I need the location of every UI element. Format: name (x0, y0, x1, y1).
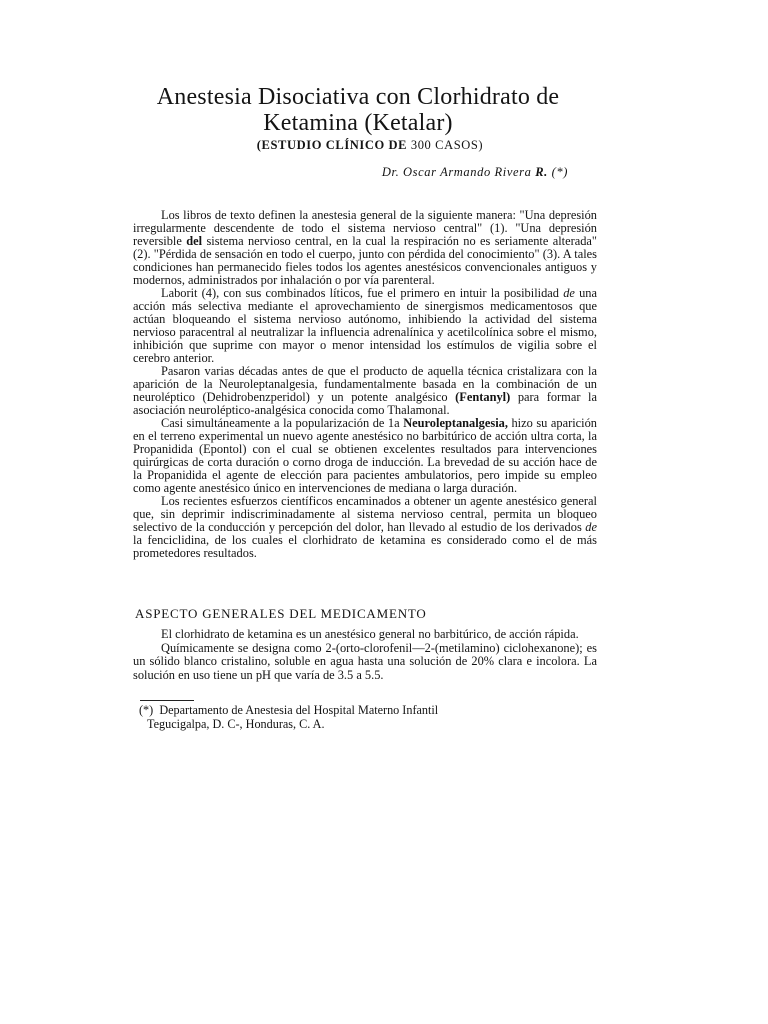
intro-paragraph-5 (133, 495, 597, 560)
footnote (139, 703, 438, 731)
footnote-divider (140, 700, 194, 701)
intro-p5-text-a: Los recientes esfuerzos científicos encaminados a obtener un agente anestésico general que, sin deprimir indiscriminadamente al sistema nervioso central, permita un bloqueo selectivo de la conducción y percepción del dolor, han llevado al estudio de los derivados (133, 494, 597, 534)
author-footnote-ref: (*) (551, 165, 568, 179)
author-line (382, 165, 568, 180)
intro-p1-bold: del (186, 234, 203, 248)
intro-paragraph-1 (133, 209, 597, 287)
section-heading: ASPECTO GENERALES DEL MEDICAMENTO (135, 606, 427, 621)
intro-p4-bold: Neuroleptanalgesia, (403, 416, 508, 430)
author-name: Dr. Oscar Armando Rivera (381, 165, 532, 179)
intro-p5-italic: de (585, 520, 597, 534)
title-line-2: Ketamina (Ketalar) (263, 110, 453, 136)
subtitle-rest: 300 CASOS) (410, 138, 484, 152)
intro-p2-italic: de (563, 286, 575, 300)
intro-p1-text-c: sistema nervioso central, en la cual la respiración no es seriamente alterada" (2). "Pérdida de sensación en todo el cuerpo, junto con pérdida del conocimiento" (3). A tales condiciones han permanecido fieles todos los agentes anestésicos convencionales antiguos y modernos, administrados por inhalación o por vía parenteral. (133, 234, 597, 287)
intro-p5-text-c: la fenciclidina, de los cuales el clorhidrato de ketamina es considerado como el de más prometedores resultados. (133, 533, 597, 560)
intro-paragraph-4 (133, 417, 597, 495)
intro-paragraph-2 (133, 287, 597, 365)
intro-p3-text-c: para formar la asociación neuroléptico-analgésica conocida como Thalamonal. (133, 390, 597, 417)
intro-paragraph-3 (133, 365, 597, 417)
intro-p2-text-a: Laborit (4), con sus combinados líticos, fue el primero en intuir la posibilidad (161, 286, 559, 300)
title-line-1: Anestesia Disociativa con Clorhidrato de (156, 84, 560, 110)
author-initial: R. (535, 165, 548, 179)
intro-body (133, 209, 597, 560)
footnote-line-2: Tegucigalpa, D. C-, Honduras, C. A. (147, 717, 325, 731)
intro-p4-text-a: Casi simultáneamente a la popularización de 1a (161, 416, 400, 430)
subtitle-bold: (ESTUDIO CLÍNICO DE (256, 138, 408, 152)
intro-p2-text-c: una acción más selectiva mediante el aprovechamiento de sinergismos medicamentosos que actúan bloqueando el sistema nervioso autónomo, inhibiendo la actividad del sistema nervioso paracentral al neutralizar la influencia adrenalínica y acetilcolínica sobre el mismo, inhibición que suprime con mayor o menor intensidad los estímulos de vigilia sobre el cerebro anterior. (133, 286, 597, 365)
footnote-marker: (*) (139, 703, 154, 717)
intro-p3-bold: (Fentanyl) (455, 390, 511, 404)
article-title (128, 84, 588, 136)
section-paragraph-2: Químicamente se designa como 2-(orto-clorofenil—2-(metilamino) ciclohexanone); es un sólido blanco cristalino, soluble en agua hasta una solución de 20% clara e incolora. La solución en uso tiene un pH que varía de 3.5 a 5.5. (133, 640, 597, 682)
intro-p4-text-c: hizo su aparición en el terreno experimental un nuevo agente anestésico no barbitúrico de acción ultra corta, la Propanidida (Epontol) con el cual se obtienen excelentes resultados para intervenciones quirúrgicas de corta duración o corno droga de inducción. La brevedad de su acción hace de la Propanidida el agente de elección para pacientes ambulatorios, pero impide su empleo como agente anestésico único en intervenciones de mediana o larga duración. (133, 416, 597, 495)
section-paragraph-1: El clorhidrato de ketamina es un anestésico general no barbitúrico, de acción rápida. (161, 627, 579, 641)
article-subtitle (170, 138, 570, 153)
intro-p1-text-a: Los libros de texto definen la anestesia general de la siguiente manera: "Una depresión irregularmente descendente de todo el sistema nervioso central" (1). "Una depresión reversible (133, 208, 597, 248)
footnote-text-1: Departamento de Anestesia del Hospital Materno Infantil (159, 703, 439, 717)
footnote-line-1 (139, 703, 438, 717)
section-body (133, 628, 597, 682)
intro-p3-text-a: Pasaron varias décadas antes de que el producto de aquella técnica cristalizara con la aparición de la Neuroleptanalgesia, fundamentalmente basada en la combinación de un neuroléptico (Dehidrobenzperidol) y un potente analgésico (133, 364, 597, 404)
